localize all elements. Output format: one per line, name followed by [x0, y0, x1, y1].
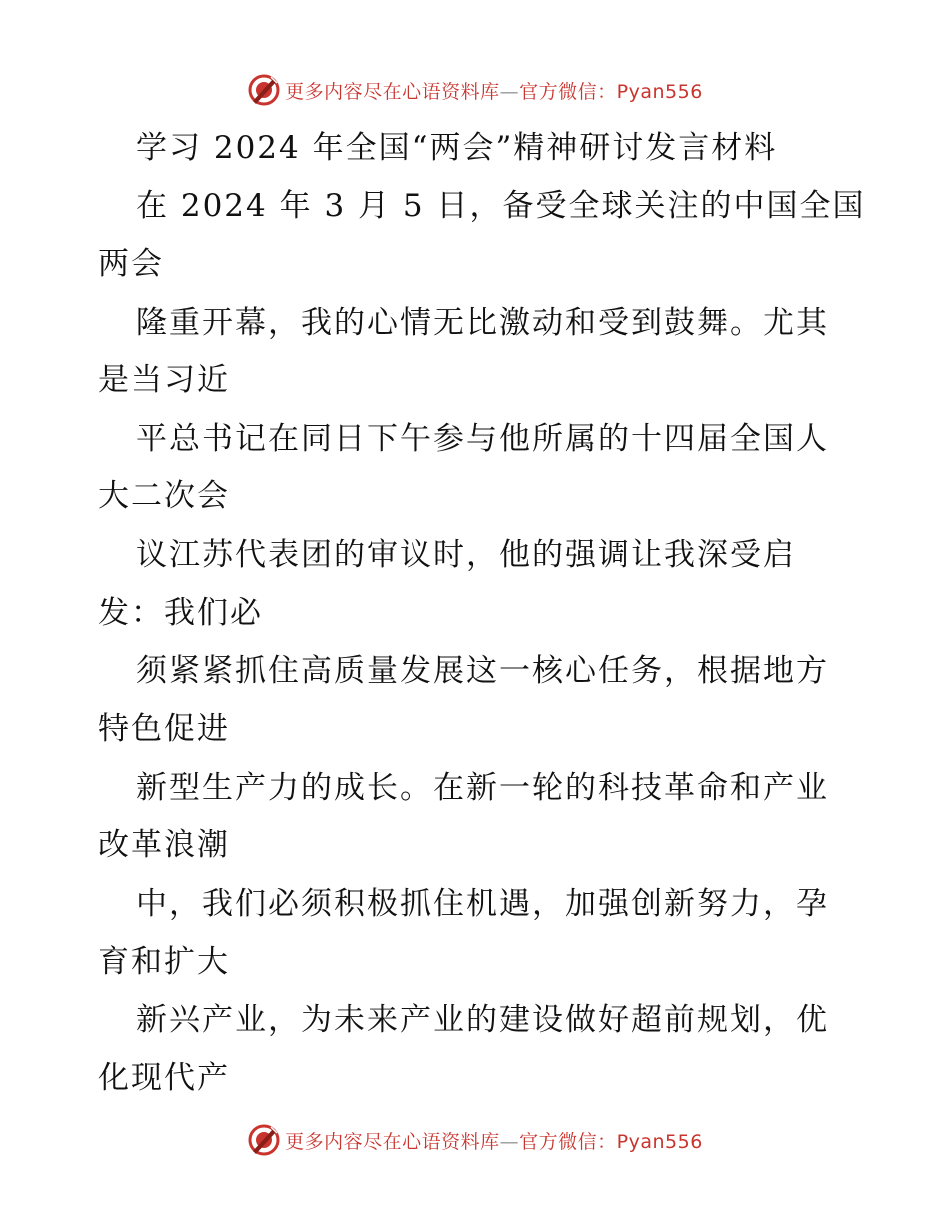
document-line: 两会	[98, 246, 164, 282]
document-title: 学习 2024 年全国“两会”精神研讨发言材料	[136, 130, 778, 166]
banner-separator: —	[499, 80, 520, 103]
banner-site-text: 更多内容尽在心语资料库	[285, 1130, 500, 1153]
banner-contact-text: 官方微信：Pyan556	[519, 80, 703, 103]
banner-contact-text: 官方微信：Pyan556	[519, 1130, 703, 1153]
document-line: 育和扩大	[98, 944, 230, 980]
pen-logo-icon	[247, 1123, 281, 1157]
footer-banner	[0, 1120, 950, 1160]
document-line: 在 2024 年 3 月 5 日，备受全球关注的中国全国	[136, 188, 866, 224]
banner-site-text: 更多内容尽在心语资料库	[285, 80, 500, 103]
document-line: 改革浪潮	[98, 827, 230, 863]
header-banner	[0, 70, 950, 110]
document-line: 特色促进	[98, 711, 230, 747]
document-line: 大二次会	[98, 478, 230, 514]
pen-logo-icon	[247, 73, 281, 107]
document-line: 须紧紧抓住高质量发展这一核心任务，根据地方	[136, 653, 829, 689]
banner-separator: —	[499, 1130, 520, 1153]
document-line: 议江苏代表团的审议时，他的强调让我深受启	[136, 537, 796, 573]
document-line: 新兴产业，为未来产业的建设做好超前规划，优	[136, 1002, 829, 1038]
document-line: 新型生产力的成长。在新一轮的科技革命和产业	[136, 770, 829, 806]
document-line: 发：我们必	[98, 595, 263, 631]
document-line: 中，我们必须积极抓住机遇，加强创新努力，孕	[136, 886, 829, 922]
document-line: 平总书记在同日下午参与他所属的十四届全国人	[136, 421, 829, 457]
document-line: 化现代产	[98, 1060, 230, 1096]
document-line: 是当习近	[98, 362, 230, 398]
document-line: 隆重开幕，我的心情无比激动和受到鼓舞。尤其	[136, 305, 829, 341]
